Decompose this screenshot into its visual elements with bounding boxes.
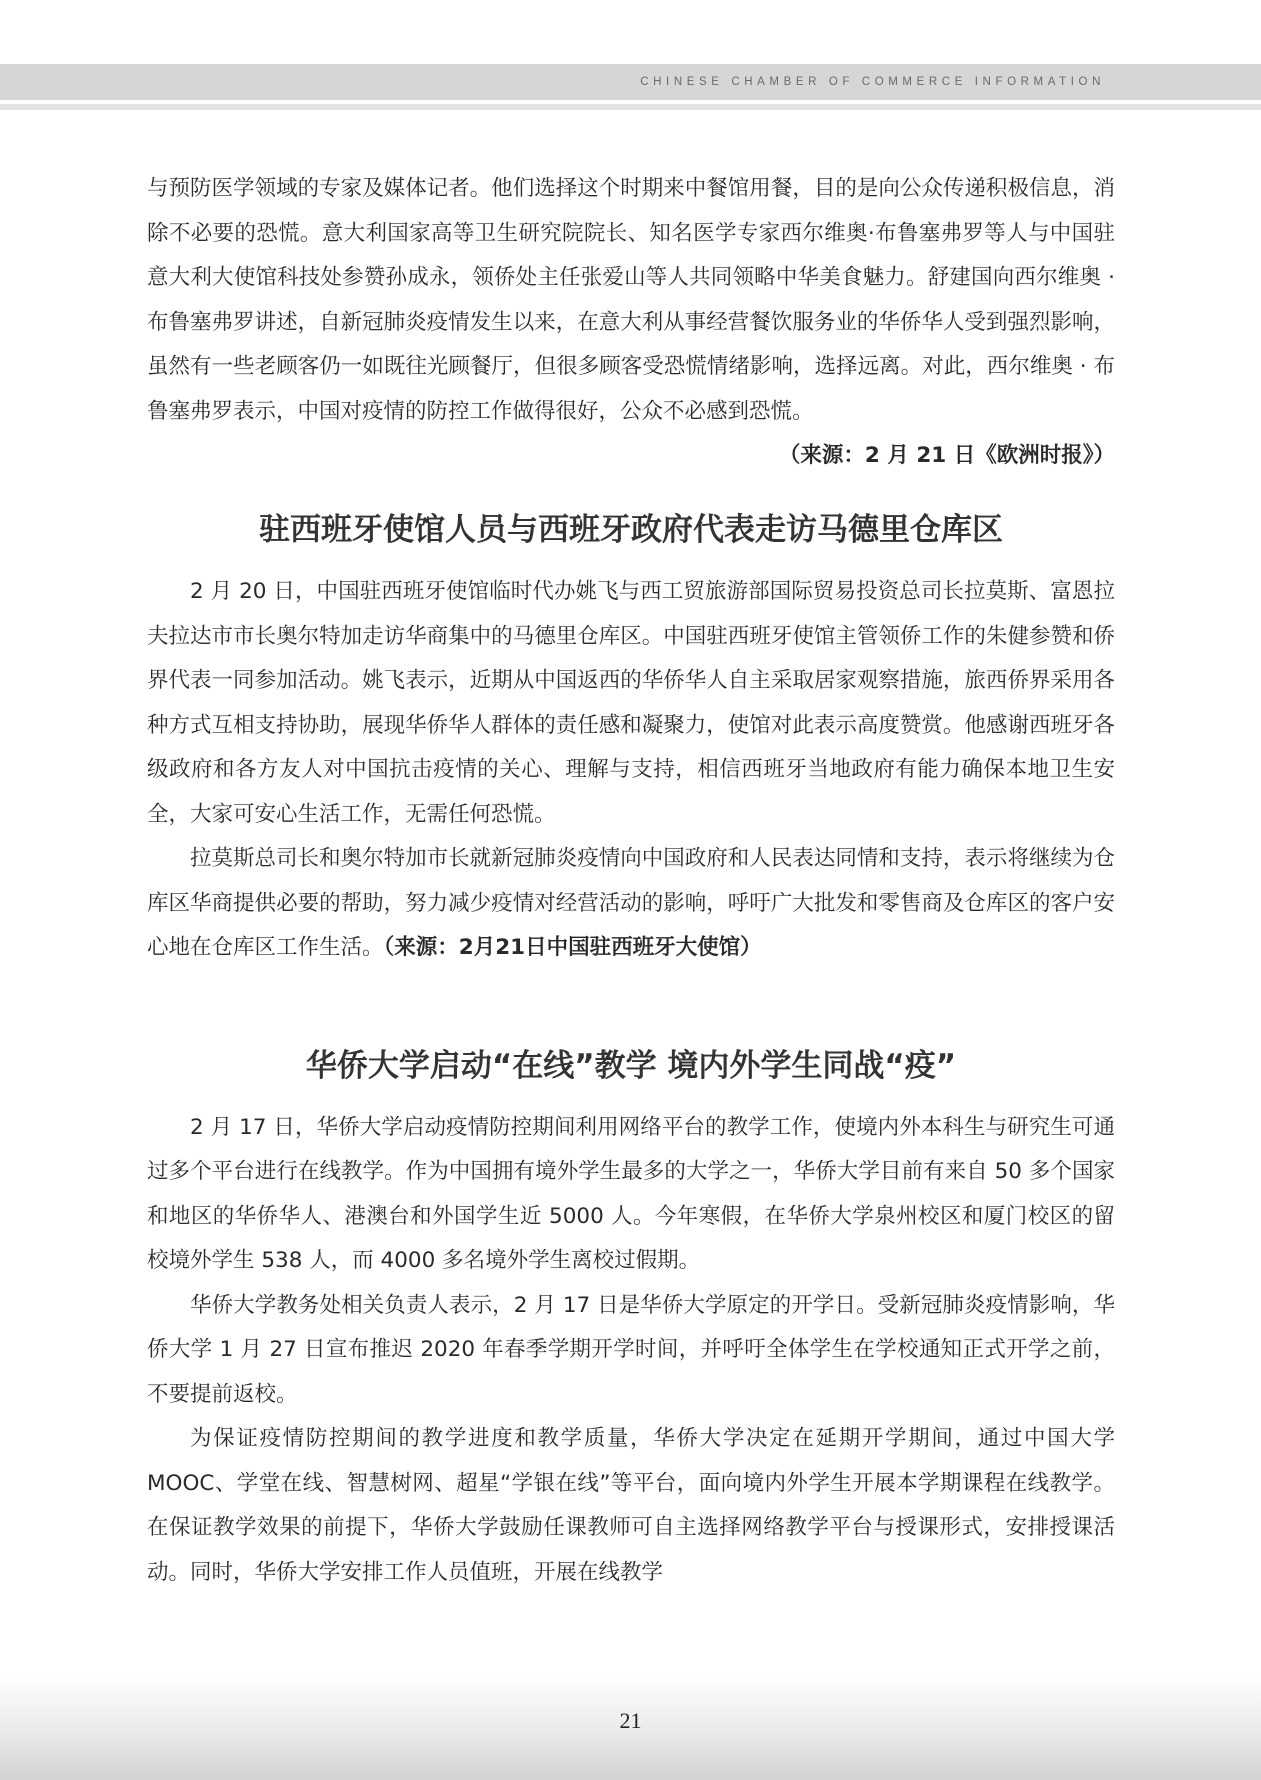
header-rule <box>0 104 1261 110</box>
article-paragraph: 2 月 17 日，华侨大学启动疫情防控期间利用网络平台的教学工作，使境内外本科生与研究生可通过多个平台进行在线教学。作为中国拥有境外学生最多的大学之一，华侨大学目前有来自 50 多个国家和地区的华侨华人、港澳台和外国学生近 5000 人。今年寒假，在华侨大学泉州校区和厦门校区的留校境外学生 538 人，而 4000 多名境外学生离校过假期。 <box>147 1114 1115 1273</box>
article-paragraph: 2 月 20 日，中国驻西班牙使馆临时代办姚飞与西工贸旅游部国际贸易投资总司长拉莫斯、富恩拉夫拉达市市长奥尔特加走访华商集中的马德里仓库区。中国驻西班牙使馆主管领侨工作的朱健参赞和侨界代表一同参加活动。姚飞表示，近期从中国返西的华侨华人自主采取居家观察措施，旅西侨界采用各种方式互相支持协助，展现华侨华人群体的责任感和凝聚力，使馆对此表示高度赞赏。他感谢西班牙各级政府和各方友人对中国抗击疫情的关心、理解与支持，相信西班牙当地政府有能力确保本地卫生安全，大家可安心生活工作，无需任何恐慌。 <box>147 579 1115 827</box>
source-citation: （来源：2 月 21 日《欧洲时报》） <box>778 443 1115 468</box>
article-continuation-paragraph <box>147 167 1115 468</box>
article-title-madrid: 驻西班牙使馆人员与西班牙政府代表走访马德里仓库区 <box>259 512 1003 548</box>
source-citation: （来源：2月21日中国驻西班牙大使馆） <box>383 935 762 960</box>
page-content <box>147 167 1115 1595</box>
paragraph-text: 与预防医学领域的专家及媒体记者。他们选择这个时期来中餐馆用餐，目的是向公众传递积极信息，消除不必要的恐慌。意大利国家高等卫生研究院院长、知名医学专家西尔维奥·布鲁塞弗罗等人与中国驻意大利大使馆科技处参赞孙成永，领侨处主任张爱山等人共同领略中华美食魅力。舒建国向西尔维奥 · 布鲁塞弗罗讲述，自新冠肺炎疫情发生以来，在意大利从事经营餐饮服务业的华侨华人受到强烈影响，虽然有一些老顾客仍一如既往光顾餐厅，但很多顾客受恐慌情绪影响，选择远离。对此，西尔维奥 · 布鲁塞弗罗表示，中国对疫情的防控工作做得很好，公众不必感到恐慌。 <box>147 176 1115 424</box>
article-paragraph: 华侨大学教务处相关负责人表示，2 月 17 日是华侨大学原定的开学日。受新冠肺炎疫情影响，华侨大学 1 月 27 日宣布推迟 2020 年春季学期开学时间，并呼吁全体学生在学校通知正式开学之前，不要提前返校。 <box>147 1292 1115 1407</box>
running-head: CHINESE CHAMBER OF COMMERCE INFORMATION <box>640 76 1105 88</box>
article-paragraph: 为保证疫情防控期间的教学进度和教学质量，华侨大学决定在延期开学期间，通过中国大学 MOOC、学堂在线、智慧树网、超星“学银在线”等平台，面向境内外学生开展本学期课程在线教学。在保证教学效果的前提下，华侨大学鼓励任课教师可自主选择网络教学平台与授课形式，安排授课活动。同时，华侨大学安排工作人员值班，开展在线教学 <box>147 1426 1115 1585</box>
page-number: 21 <box>619 1708 642 1733</box>
paragraph-text: 拉莫斯总司长和奥尔特加市长就新冠肺炎疫情向中国政府和人民表达同情和支持，表示将继续为仓库区华商提供必要的帮助，努力减少疫情对经营活动的影响，呼吁广大批发和零售商及仓库区的客户安心地在仓库区工作生活。 <box>147 846 1115 960</box>
article-paragraph <box>147 837 1115 971</box>
article-title-huaqiao: 华侨大学启动“在线”教学 境内外学生同战“疫” <box>305 1047 957 1084</box>
